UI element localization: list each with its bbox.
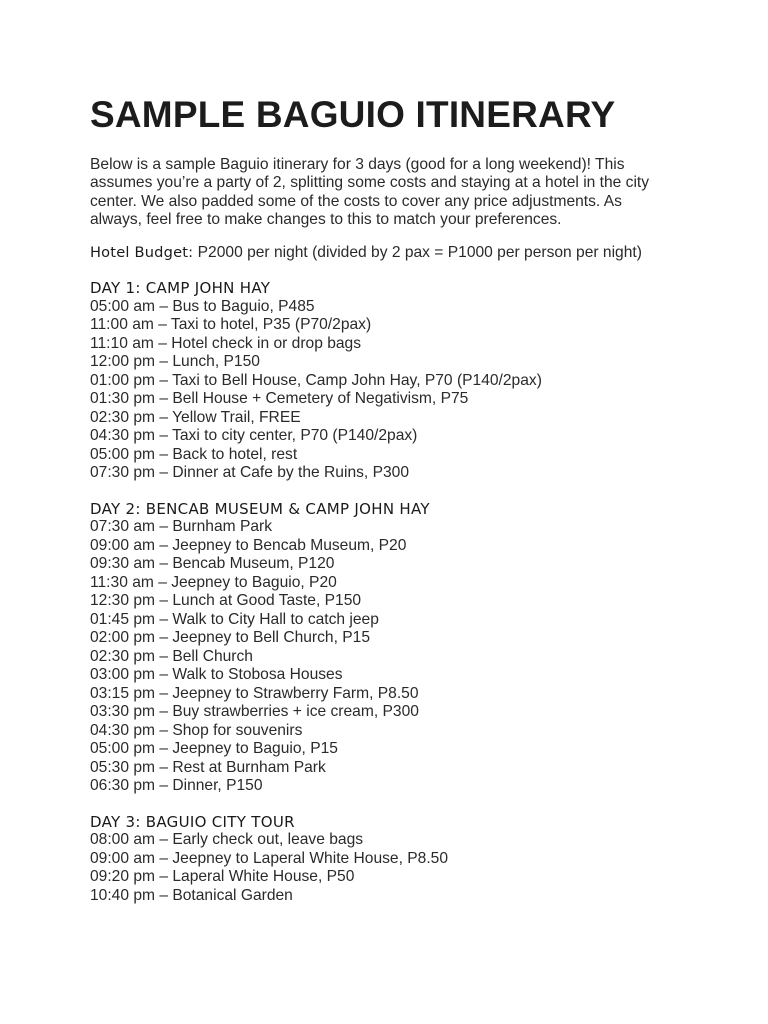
itinerary-item: 01:30 pm – Bell House + Cemetery of Negativism, P75 <box>90 390 469 408</box>
itinerary-item: 05:30 pm – Rest at Burnham Park <box>90 758 326 776</box>
itinerary-item: 09:00 am – Jeepney to Bencab Museum, P20 <box>90 536 407 554</box>
day-section-2 <box>90 500 708 796</box>
day-item-list <box>90 298 708 483</box>
intro-line: always, feel free to make changes to this to match your preferences. <box>90 210 562 228</box>
itinerary-item: 04:30 pm – Taxi to city center, P70 (P140/2pax) <box>90 427 418 445</box>
day-section-1 <box>90 279 708 483</box>
itinerary-item: 09:20 pm – Laperal White House, P50 <box>90 868 355 886</box>
hotel-budget <box>90 244 708 262</box>
day-title: DAY 2: BENCAB MUSEUM & CAMP JOHN HAY <box>90 499 430 518</box>
itinerary-item: 01:00 pm – Taxi to Bell House, Camp John Hay, P70 (P140/2pax) <box>90 371 542 389</box>
intro-paragraph <box>90 156 708 229</box>
itinerary-item: 09:00 am – Jeepney to Laperal White House, P8.50 <box>90 849 449 867</box>
itinerary-item: 12:00 pm – Lunch, P150 <box>90 353 260 371</box>
intro-line: Below is a sample Baguio itinerary for 3 days (good for a long weekend)! This <box>90 156 625 173</box>
intro-line: assumes you’re a party of 2, splitting some costs and staying at a hotel in the city <box>90 174 650 192</box>
itinerary-item: 02:30 pm – Bell Church <box>90 647 253 665</box>
hotel-budget-label: Hotel Budget: <box>90 244 194 262</box>
itinerary-item: 07:30 pm – Dinner at Cafe by the Ruins, P300 <box>90 464 409 482</box>
day-item-list <box>90 518 708 796</box>
itinerary-item: 03:00 pm – Walk to Stobosa Houses <box>90 666 343 684</box>
itinerary-item: 01:45 pm – Walk to City Hall to catch jeep <box>90 610 379 628</box>
itinerary-item: 06:30 pm – Dinner, P150 <box>90 777 263 795</box>
itinerary-item: 11:10 am – Hotel check in or drop bags <box>90 334 362 352</box>
itinerary-item: 05:00 pm – Jeepney to Baguio, P15 <box>90 740 338 758</box>
day-title: DAY 1: CAMP JOHN HAY <box>90 279 271 298</box>
day-item-list <box>90 831 708 905</box>
itinerary-item: 07:30 am – Burnham Park <box>90 518 273 536</box>
hotel-budget-text: P2000 per night (divided by 2 pax = P1000 per person per night) <box>193 244 642 262</box>
itinerary-item: 04:30 pm – Shop for souvenirs <box>90 721 303 739</box>
itinerary-item: 12:30 pm – Lunch at Good Taste, P150 <box>90 592 362 610</box>
itinerary-item: 05:00 pm – Back to hotel, rest <box>90 445 298 463</box>
itinerary-item: 03:15 pm – Jeepney to Strawberry Farm, P8.50 <box>90 684 419 702</box>
itinerary-item: 02:00 pm – Jeepney to Bell Church, P15 <box>90 629 370 647</box>
day-section-3 <box>90 813 708 906</box>
itinerary-item: 09:30 am – Bencab Museum, P120 <box>90 555 335 573</box>
day-title: DAY 3: BAGUIO CITY TOUR <box>90 812 295 831</box>
intro-line: center. We also padded some of the costs to cover any price adjustments. As <box>90 192 622 210</box>
itinerary-item: 10:40 pm – Botanical Garden <box>90 886 293 904</box>
itinerary-item: 11:00 am – Taxi to hotel, P35 (P70/2pax) <box>90 316 372 334</box>
itinerary-item: 03:30 pm – Buy strawberries + ice cream, P300 <box>90 703 419 721</box>
itinerary-item: 08:00 am – Early check out, leave bags <box>90 831 364 849</box>
itinerary-item: 11:30 am – Jeepney to Baguio, P20 <box>90 573 337 591</box>
itinerary-item: 05:00 am – Bus to Baguio, P485 <box>90 297 315 315</box>
document-title: SAMPLE BAGUIO ITINERARY <box>90 94 616 135</box>
itinerary-item: 02:30 pm – Yellow Trail, FREE <box>90 408 301 426</box>
